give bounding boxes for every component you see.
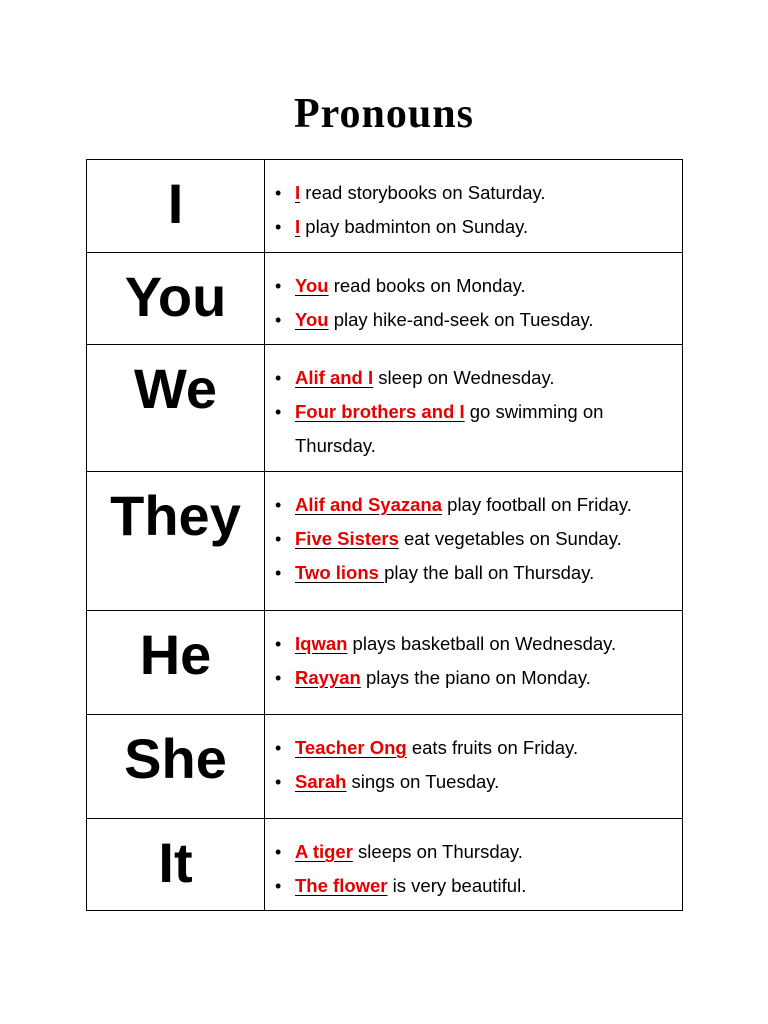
page-title: Pronouns (294, 91, 474, 137)
example-item (273, 731, 676, 765)
pronoun-word: I (167, 172, 184, 235)
example-item (273, 488, 676, 522)
table-row (87, 345, 683, 472)
pronoun-word: She (124, 727, 227, 790)
pronoun-cell (87, 160, 265, 253)
pronoun-cell (87, 472, 265, 611)
example-text: read storybooks on Saturday. (300, 182, 546, 203)
example-text: play football on Friday. (442, 494, 632, 515)
table-row (87, 253, 683, 345)
example-subject: The flower (295, 875, 388, 896)
example-subject: Five Sisters (295, 528, 399, 549)
example-list (265, 160, 682, 250)
examples-cell (265, 472, 683, 611)
example-subject: Alif and Syazana (295, 494, 443, 515)
pronoun-word: It (158, 831, 193, 894)
table-row (87, 611, 683, 715)
example-list (265, 715, 682, 805)
pronoun-word: We (134, 357, 217, 420)
example-text: plays the piano on Monday. (360, 667, 591, 688)
example-list (265, 253, 682, 343)
example-subject: Sarah (295, 771, 347, 792)
example-text: play the ball on Thursday. (384, 562, 595, 583)
pronoun-word: They (110, 484, 241, 547)
example-list (265, 472, 682, 596)
examples-cell (265, 715, 683, 819)
example-list (265, 345, 682, 469)
example-subject: You (295, 275, 329, 296)
pronoun-cell (87, 819, 265, 911)
example-item (273, 869, 676, 903)
example-item (273, 395, 676, 463)
example-item (273, 627, 676, 661)
table-row (87, 819, 683, 911)
example-subject: A tiger (295, 841, 353, 862)
example-subject: Alif and I (295, 367, 374, 388)
example-subject: I (295, 216, 301, 237)
example-item (273, 661, 676, 695)
examples-cell (265, 160, 683, 253)
example-subject: Two lions (295, 562, 385, 583)
example-text: eat vegetables on Sunday. (398, 528, 622, 549)
pronoun-cell (87, 253, 265, 345)
example-text: play hike-and-seek on Tuesday. (328, 309, 594, 330)
example-text: play badminton on Sunday. (300, 216, 529, 237)
example-item (273, 269, 676, 303)
table-row (87, 472, 683, 611)
example-item (273, 556, 676, 590)
example-subject: I (295, 182, 301, 203)
examples-cell (265, 611, 683, 715)
pronoun-table (86, 159, 683, 911)
example-text: read books on Monday. (328, 275, 526, 296)
example-text: is very beautiful. (387, 875, 527, 896)
pronoun-cell (87, 345, 265, 472)
examples-cell (265, 819, 683, 911)
example-text: plays basketball on Wednesday. (347, 633, 617, 654)
example-item (273, 765, 676, 799)
example-subject: Iqwan (295, 633, 348, 654)
example-subject: You (295, 309, 329, 330)
examples-cell (265, 253, 683, 345)
example-text: eats fruits on Friday. (406, 737, 579, 758)
example-list (265, 819, 682, 909)
example-item (273, 303, 676, 337)
example-item (273, 522, 676, 556)
pronoun-word: He (139, 623, 212, 686)
examples-cell (265, 345, 683, 472)
example-text: sings on Tuesday. (346, 771, 500, 792)
example-text: sleep on Wednesday. (373, 367, 555, 388)
pronoun-cell (87, 611, 265, 715)
example-text: sleeps on Thursday. (352, 841, 523, 862)
example-subject: Rayyan (295, 667, 361, 688)
example-item (273, 835, 676, 869)
example-text: go swimming on Thursday. (295, 401, 609, 456)
example-list (265, 611, 682, 701)
pronoun-word: You (124, 265, 227, 328)
table-row (87, 715, 683, 819)
example-subject: Teacher Ong (295, 737, 407, 758)
table-row (87, 160, 683, 253)
example-item (273, 361, 676, 395)
example-item (273, 176, 676, 210)
example-item (273, 210, 676, 244)
pronoun-cell (87, 715, 265, 819)
example-subject: Four brothers and I (295, 401, 465, 422)
